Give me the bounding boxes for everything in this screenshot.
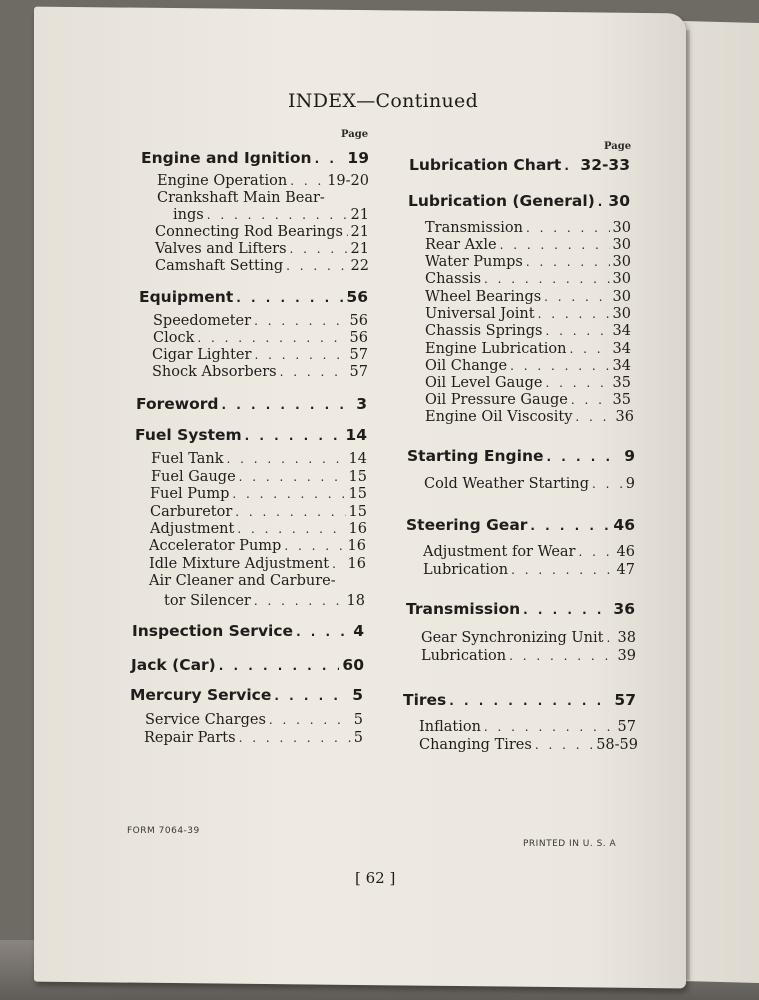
index-entry-starting-engine: Starting Engine . . . 9	[407, 447, 635, 465]
index-subentry: Idle Mixture Adjustment . . . 16	[149, 556, 366, 572]
right-page-column-header: Page	[604, 141, 632, 152]
index-entry-inspection-service: Inspection Service . . . 4	[132, 622, 364, 640]
index-subentry: Carburetor . . . 15	[150, 504, 367, 520]
index-subentry: Repair Parts . . . 5	[144, 730, 363, 746]
index-entry-foreword: Foreword . . . 3	[136, 395, 367, 413]
index-subentry: Gear Synchronizing Unit . . . 38	[421, 630, 636, 646]
page-number: [ 62 ]	[355, 869, 396, 887]
index-entry-engine-ignition: Engine and Ignition . . . 19	[141, 149, 369, 167]
index-subentry-line: Air Cleaner and Carbure-	[149, 573, 336, 589]
index-entry-equipment: Equipment . . . 56	[139, 288, 368, 306]
index-subentry: Changing Tires . . . 58-59	[419, 737, 638, 753]
form-number: FORM 7064-39	[127, 826, 200, 836]
index-subentry: Cigar Lighter . . . 57	[152, 347, 368, 363]
index-subentry: Oil Change . . . 34	[425, 358, 631, 374]
printed-in-usa: PRINTED IN U. S. A	[523, 839, 617, 849]
index-subentry: Chassis Springs . . . 34	[425, 323, 631, 339]
index-subentry-line: Crankshaft Main Bear-	[157, 190, 325, 206]
left-page-column-header: Page	[341, 129, 369, 140]
index-subentry: Fuel Gauge . . . 15	[151, 469, 367, 485]
index-subentry: Universal Joint . . . 30	[425, 306, 631, 322]
index-entry-mercury-service: Mercury Service . . . 5	[130, 686, 363, 704]
index-subentry: Wheel Bearings . . . 30	[425, 289, 631, 305]
index-entry-tires: Tires . . . 57	[403, 691, 636, 709]
index-subentry: tor Silencer . . . 18	[164, 593, 365, 609]
index-subentry: Adjustment . . . 16	[150, 521, 367, 537]
index-entry-steering-gear: Steering Gear . . . 46	[406, 516, 635, 534]
index-entry-lubrication-general: Lubrication (General) . . . 30	[408, 192, 630, 210]
index-subentry: Service Charges . . . 5	[145, 712, 363, 728]
index-entry-fuel-system: Fuel System . . . 14	[135, 426, 367, 444]
index-subentry: Chassis . . . 30	[425, 271, 631, 287]
index-subentry: Shock Absorbers . . . 57	[152, 364, 368, 380]
index-subentry: Oil Pressure Gauge . . . 35	[425, 392, 631, 408]
index-subentry: Transmission . . . 30	[425, 220, 631, 236]
index-entry-lubrication-chart: Lubrication Chart . . . 32-33	[409, 156, 630, 174]
index-subentry: Connecting Rod Bearings . . . 21	[155, 224, 369, 240]
index-subentry: Engine Operation . . . 19-20	[157, 173, 369, 189]
index-subentry: Inflation . . . 57	[419, 719, 636, 735]
index-subentry: ings . . . 21	[173, 207, 369, 223]
index-subentry: Fuel Tank . . . 14	[151, 451, 367, 467]
index-subentry: Adjustment for Wear . . . 46	[423, 544, 635, 560]
index-subentry: Cold Weather Starting . . . 9	[424, 476, 635, 492]
index-subentry: Oil Level Gauge . . . 35	[425, 375, 631, 391]
index-subentry: Clock . . . 56	[153, 330, 368, 346]
index-entry-transmission: Transmission . . . 36	[406, 600, 635, 618]
index-subentry: Lubrication . . . 47	[423, 562, 635, 578]
index-subentry: Lubrication . . . 39	[421, 648, 636, 664]
index-subentry: Engine Oil Viscosity . . . 36	[425, 409, 634, 425]
index-subentry: Engine Lubrication . . . 34	[425, 341, 631, 357]
index-subentry: Fuel Pump . . . 15	[150, 486, 367, 502]
index-subentry: Accelerator Pump . . . 16	[149, 538, 366, 554]
index-subentry: Speedometer . . . 56	[153, 313, 368, 329]
index-entry-jack: Jack (Car) . . . 60	[131, 656, 364, 674]
index-subentry: Rear Axle . . . 30	[425, 237, 631, 253]
index-subentry: Valves and Lifters . . . 21	[155, 241, 369, 257]
index-subentry: Water Pumps . . . 30	[425, 254, 631, 270]
page-title: INDEX—Continued	[288, 90, 479, 112]
index-subentry: Camshaft Setting . . . 22	[155, 258, 369, 274]
